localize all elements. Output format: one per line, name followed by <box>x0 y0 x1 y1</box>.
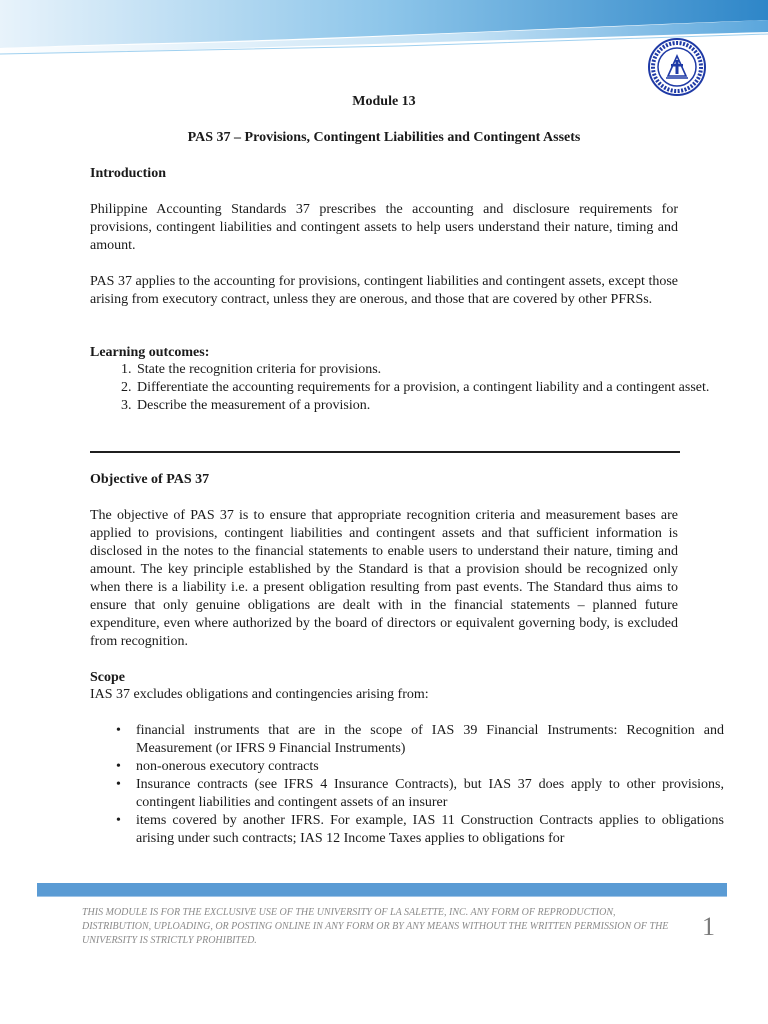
scope-heading: Scope <box>90 670 125 685</box>
footer-divider <box>37 896 727 897</box>
section-divider <box>90 451 680 453</box>
scope-item: • non-onerous executory contracts <box>116 759 319 774</box>
intro-paragraph-2: PAS 37 applies to the accounting for provisions, contingent liabilities and contingent assets, except those arising from executory contract, unless they are onerous, and those that are covered by other PFRSs. <box>90 274 678 307</box>
intro-paragraph-1: Philippine Accounting Standards 37 prescribes the accounting and disclosure requirements for provisions, contingent liabilities and contingent assets to help users understand their nature, timing and amount. <box>90 202 678 253</box>
scope-item: • Insurance contracts (see IFRS 4 Insurance Contracts), but IAS 37 does apply to other provisions, contingent liabilities and contingent assets of an insurer <box>116 777 724 810</box>
learning-outcome-item: 1. State the recognition criteria for provisions. <box>135 361 723 379</box>
scope-intro: IAS 37 excludes obligations and contingencies arising from: <box>90 687 429 702</box>
learning-outcomes-list <box>90 361 723 415</box>
objective-paragraph: The objective of PAS 37 is to ensure that appropriate recognition criteria and measurement bases are applied to provisions, contingent liabilities and contingent assets and that sufficient information is disclosed in the notes to the financial statements to enable users to understand their nature, timing and amount. The key principle established by the Standard is that a provision should be recognized only when there is a liability i.e. a present obligation resulting from past events. The Standard thus aims to ensure that only genuine obligations are dealt with in the financial statements – planned future expenditure, even where authorized by the board of directors or equivalent governing body, is excluded from recognition. <box>90 508 678 649</box>
scope-item: • financial instruments that are in the scope of IAS 39 Financial Instruments: Recognition and Measurement (or IFRS 9 Financial Instruments) <box>116 723 724 756</box>
scope-exclusions-list <box>90 722 724 848</box>
document-title: PAS 37 – Provisions, Contingent Liabilities and Contingent Assets <box>187 130 581 145</box>
objective-heading: Objective of PAS 37 <box>90 472 210 487</box>
learning-outcome-item: 2. Differentiate the accounting requirements for a provision, a contingent liability and a contingent asset. <box>135 379 723 397</box>
scope-item: • items covered by another IFRS. For example, IAS 11 Construction Contracts applies to obligations arising under such contracts; IAS 12 Income Taxes applies to obligations for <box>116 813 724 846</box>
module-label: Module 13 <box>352 94 416 109</box>
introduction-heading: Introduction <box>90 166 166 181</box>
university-seal-icon <box>648 38 706 96</box>
footer-bar <box>37 883 727 896</box>
page-number: 1 <box>702 912 715 941</box>
copyright-notice: THIS MODULE IS FOR THE EXCLUSIVE USE OF THE UNIVERSITY OF LA SALETTE, INC. ANY FORM OF REPRODUCTION, DISTRIBUTION, UPLOADING, OR POSTING ONLINE IN ANY FORM OR BY ANY MEANS WITHOUT THE WRITTEN PERMISSION OF THE UNIVERSITY IS STRICTLY PROHIBITED. <box>82 907 669 946</box>
learning-outcomes-heading: Learning outcomes: <box>90 345 210 360</box>
learning-outcome-item: 3. Describe the measurement of a provision. <box>135 397 723 415</box>
